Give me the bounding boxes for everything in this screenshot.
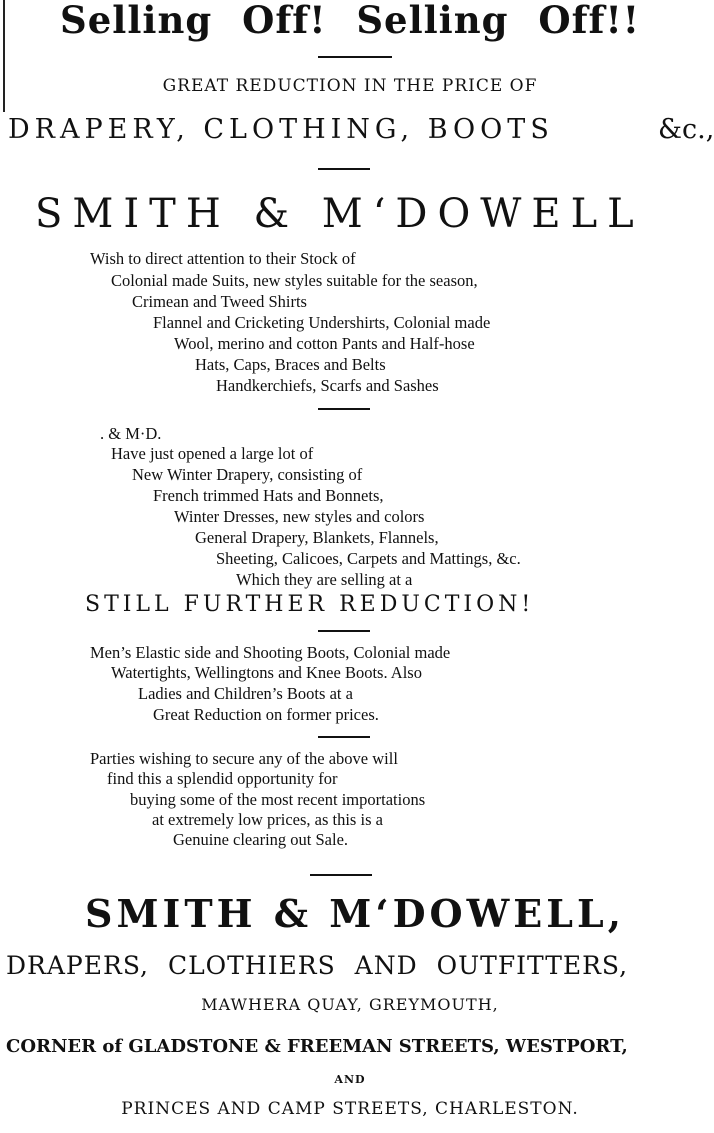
stock-line: Wish to direct attention to their Stock of [90, 249, 356, 268]
headline: Selling Off! Selling Off!! [60, 0, 640, 42]
stock-line: Flannel and Cricketing Undershirts, Colonial made [153, 313, 491, 332]
drapery-line: Winter Dresses, new styles and colors [174, 507, 425, 526]
sale-line: Genuine clearing out Sale. [173, 830, 349, 849]
drapery-line: Have just opened a large lot of [111, 444, 314, 463]
drapery-line: General Drapery, Blankets, Flannels, [195, 528, 439, 547]
footer-address-westport: CORNER of GLADSTONE & FREEMAN STREETS, WESTPORT, [6, 1036, 628, 1057]
sale-line: find this a splendid opportunity for [107, 769, 338, 788]
goods-heading [8, 114, 714, 145]
footer-firm-name: SMITH & M‘DOWELL, [85, 891, 625, 936]
divider [318, 408, 370, 410]
stock-line: Handkerchiefs, Scarfs and Sashes [216, 376, 439, 395]
sale-line: at extremely low prices, as this is a [152, 810, 383, 829]
drapery-line: French trimmed Hats and Bonnets, [153, 486, 384, 505]
drapery-line: . & M·D. [100, 424, 162, 443]
drapery-line: Sheeting, Calicoes, Carpets and Mattings, &c. [216, 549, 521, 568]
firm-name-heading: SMITH & M‘DOWELL [35, 191, 644, 237]
sale-line: Parties wishing to secure any of the above will [90, 749, 398, 768]
drapery-line: New Winter Drapery, consisting of [132, 465, 363, 484]
goods-heading-text: DRAPERY, CLOTHING, BOOTS [8, 114, 554, 145]
stock-line: Hats, Caps, Braces and Belts [195, 355, 386, 374]
footer-address-charleston: PRINCES AND CAMP STREETS, CHARLESTON. [121, 1099, 579, 1119]
boots-line: Ladies and Children’s Boots at a [138, 684, 353, 703]
footer-trades: DRAPERS, CLOTHIERS AND OUTFITTERS, [6, 951, 629, 980]
footer-conjunction: AND [334, 1073, 366, 1086]
stock-line: Wool, merino and cotton Pants and Half-hose [174, 334, 475, 353]
divider [310, 874, 372, 876]
divider [318, 630, 370, 632]
sale-line: buying some of the most recent importations [130, 790, 426, 809]
footer-address-greymouth: MAWHERA QUAY, GREYMOUTH, [201, 995, 499, 1014]
boots-line: Men’s Elastic side and Shooting Boots, Colonial made [90, 643, 451, 662]
further-reduction-heading: STILL FURTHER REDUCTION! [85, 592, 535, 617]
boots-line: Great Reduction on former prices. [153, 705, 379, 724]
drapery-line: Which they are selling at a [236, 570, 413, 589]
goods-heading-etc: &c., [658, 114, 714, 145]
boots-line: Watertights, Wellingtons and Knee Boots. Also [111, 663, 422, 682]
divider [318, 736, 370, 738]
divider [318, 168, 370, 170]
reduction-heading: GREAT REDUCTION IN THE PRICE OF [162, 76, 538, 96]
stock-line: Crimean and Tweed Shirts [132, 292, 307, 311]
divider [318, 56, 392, 58]
stock-line: Colonial made Suits, new styles suitable for the season, [111, 271, 478, 290]
